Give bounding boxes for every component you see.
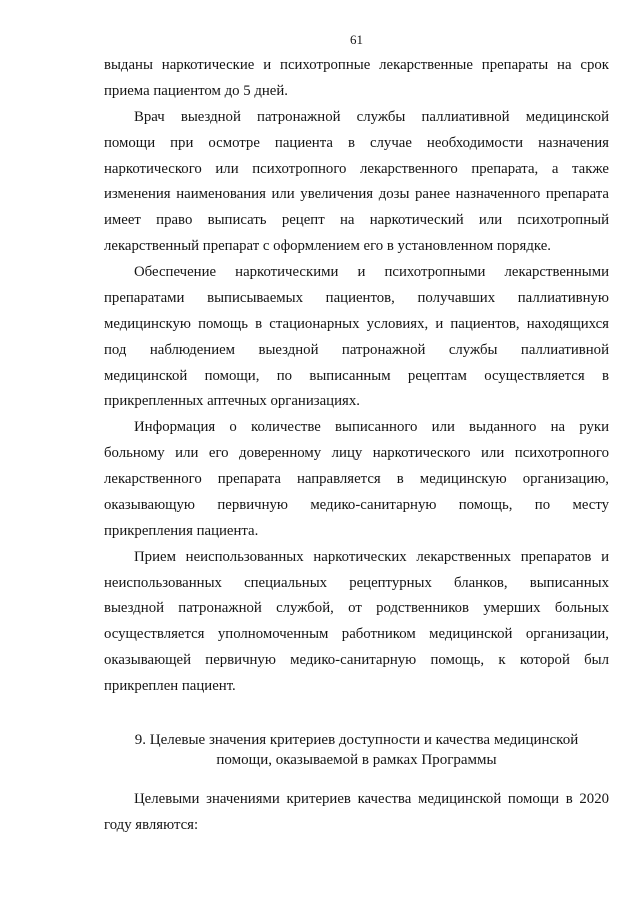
paragraph-line: неиспользованных специальных рецептурных бланков, выписанных bbox=[104, 574, 609, 591]
paragraph-line: больному или его доверенному лицу наркотического или психотропного bbox=[104, 445, 609, 462]
paragraph bbox=[104, 53, 609, 105]
section-heading-line: 9. Целевые значения критериев доступности и качества медицинской bbox=[134, 731, 579, 748]
paragraph-line: Обеспечение наркотическими и психотропными лекарственными bbox=[134, 264, 609, 280]
section-heading-line: помощи, оказываемой в рамках Программы bbox=[216, 751, 497, 768]
paragraph-line: приема пациентом до 5 дней. bbox=[104, 82, 288, 99]
paragraph-line: лекарственный препарат с оформлением его в установленном порядке. bbox=[104, 238, 551, 255]
paragraph-line: оказывающую первичную медико-санитарную помощь, по месту bbox=[104, 496, 609, 513]
paragraph-line: лекарственного препарата направляется в медицинскую организацию, bbox=[104, 471, 609, 487]
paragraph-line: выездной патронажной службой, от родственников умерших больных bbox=[104, 600, 609, 617]
paragraph-line: изменения наименования или увеличения дозы ранее назначенного препарата bbox=[104, 186, 609, 203]
paragraph-line: прикрепленных аптечных организациях. bbox=[104, 393, 360, 410]
paragraph-line: под наблюдением выездной патронажной службы паллиативной bbox=[104, 341, 609, 358]
paragraph-line: медицинской помощи, по выписанным рецептам осуществляется в bbox=[104, 367, 609, 384]
page-number: 61 bbox=[350, 32, 363, 47]
page-body bbox=[104, 53, 609, 839]
paragraph-line: наркотического или психотропного лекарственного препарата, а также bbox=[104, 160, 609, 177]
paragraph-line: имеет право выписать рецепт на наркотический или психотропный bbox=[104, 212, 609, 229]
paragraph bbox=[104, 415, 609, 544]
paragraph bbox=[104, 105, 609, 260]
section-heading bbox=[104, 730, 609, 770]
paragraph-line: году являются: bbox=[104, 816, 199, 833]
paragraph-line: Врач выездной патронажной службы паллиативной медицинской bbox=[134, 108, 609, 125]
paragraph bbox=[104, 545, 609, 700]
paragraph bbox=[104, 787, 609, 839]
paragraph-line: Целевыми значениями критериев качества медицинской помощи в 2020 bbox=[134, 790, 609, 807]
paragraph-line: прикрепления пациента. bbox=[104, 522, 259, 539]
paragraph-line: медицинскую помощь в стационарных условиях, и пациентов, находящихся bbox=[104, 315, 609, 332]
paragraph bbox=[104, 260, 609, 415]
paragraph-line: прикреплен пациент. bbox=[104, 678, 236, 694]
paragraph-line: оказывающей первичную медико-санитарную помощь, к которой был bbox=[104, 652, 609, 669]
paragraph-line: Прием неиспользованных наркотических лекарственных препаратов и bbox=[134, 548, 609, 565]
paragraph-line: Информация о количестве выписанного или выданного на руки bbox=[134, 419, 609, 436]
paragraph-line: выданы наркотические и психотропные лекарственные препараты на срок bbox=[104, 57, 609, 73]
paragraph-line: осуществляется уполномоченным работником медицинской организации, bbox=[104, 626, 609, 643]
paragraph-line: помощи при осмотре пациента в случае необходимости назначения bbox=[104, 134, 609, 151]
paragraph-line: препаратами выписываемых пациентов, получавших паллиативную bbox=[104, 289, 609, 306]
